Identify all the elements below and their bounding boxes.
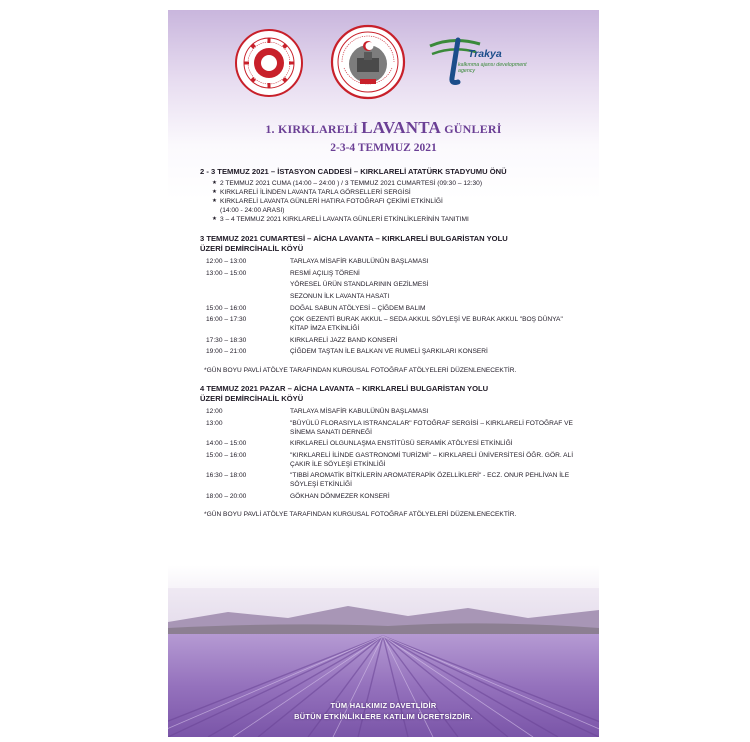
section-3-schedule [200,406,580,503]
schedule-row [206,335,580,347]
schedule-desc: KIRKLARELİ JAZZ BAND KONSERİ [290,336,398,344]
section-2-heading-line-1: 3 TEMMUZ 2021 CUMARTESİ – AİCHA LAVANTA – KIRKLARELİ BULGARİSTAN YOLU [200,234,508,243]
schedule-row [206,406,580,418]
schedule-desc: "BÜYÜLÜ FLORASIYLA ISTRANCALAR" FOTOĞRAF SERGİSİ – KIRKLARELİ FOTOĞRAF VE SİNEMA SANATI DERNEĞİ [290,419,573,436]
schedule-desc: DOĞAL SABUN ATÖLYESİ – ÇİĞDEM BALIM [290,304,426,312]
schedule-row [206,256,580,268]
schedule-row [206,302,580,314]
bullet-sub-note: (14:00 - 24:00 ARASI) [220,207,285,214]
schedule-desc: "KIRKLARELİ İLİNDE GASTRONOMİ TURİZMİ" – KIRKLARELİ ÜNİVERSİTESİ ÖĞR. GÖR. ALİ ÇAKIR İLE SÖYLEŞİ ETKİNLİĞİ [290,451,574,468]
schedule-time: 12:00 [206,408,223,416]
agency-name: Trakya [468,48,502,60]
schedule-time: 17:30 – 18:30 [206,336,247,344]
schedule-time: 16:30 – 18:00 [206,472,247,480]
schedule-desc: ÇOK GEZENTİ BURAK AKKUL – SEDA AKKUL SÖYLEŞİ VE BURAK AKKUL "BOŞ DÜNYA" KİTAP İMZA ETKİNLİĞİ [290,316,563,333]
schedule-time: 15:00 – 16:00 [206,451,247,459]
bullet-item: ★ KIRKLARELİ LAVANTA GÜNLERİ HATIRA FOTOĞRAFI ÇEKİMİ ETKİNLİĞİ [212,197,580,206]
section-2-heading-line-2: ÜZERİ DEMİRCİHALİL KÖYÜ [200,244,304,253]
schedule-desc: TARLAYA MİSAFİR KABULÜNÜN BAŞLAMASI [290,258,429,266]
governorship-seal-logo [330,24,406,100]
bullet-item: ★ KIRKLARELİ İLİNDEN LAVANTA TARLA GÖRSELLERİ SERGİSİ [212,188,580,197]
schedule-row [206,346,580,358]
section-1-heading: 2 - 3 TEMMUZ 2021 – İSTASYON CADDESİ – KIRKLARELİ ATATÜRK STADYUMU ÖNÜ [200,167,507,176]
schedule-row [206,268,580,280]
schedule-row [206,470,580,491]
schedule-time: 12:00 – 13:00 [206,258,247,266]
title-highlight: LAVANTA [361,118,442,137]
schedule-desc: SEZONUN İLK LAVANTA HASATI [290,293,390,301]
footer-line-2: BÜTÜN ETKİNLİKLERE KATILIM ÜCRETSİZDİR. [294,712,473,721]
section-3-heading-line-2: ÜZERİ DEMİRCİHALİL KÖYÜ [200,393,304,403]
schedule-desc: KIRKLARELİ OLGUNLAŞMA ENSTİTÜSÜ SERAMİK ATÖLYESİ ETKİNLİĞİ [290,440,513,448]
schedule-time: 16:00 – 17:30 [206,316,247,324]
poster-footer [168,700,599,722]
schedule-desc: "TIBBİ AROMATİK BİTKİLERİN AROMATERAPİK ÖZELLİKLERİ" - ECZ. ONUR PEHLİVAN İLE SÖYLEŞİ ETKİNLİĞİ [290,472,570,489]
schedule-row [206,291,580,303]
section-3-note: *GÜN BOYU PAVLİ ATÖLYE TARAFINDAN KURGUSAL FOTOĞRAF ATÖLYELERİ DÜZENLENECEKTİR. [204,511,517,519]
schedule-row [206,417,580,438]
section-1-bullets-last [212,215,580,224]
schedule-time: 13:00 – 15:00 [206,269,247,277]
section-2-schedule [200,256,580,358]
schedule-time [206,280,290,289]
ministry-seal-logo [234,28,304,98]
schedule-time: 13:00 [206,419,223,427]
title-prefix: 1. KIRKLARELİ [265,122,358,136]
bullet-item: ★ 2 TEMMUZ 2021 CUMA (14:00 – 24:00 ) / 3 TEMMUZ 2021 CUMARTESİ (09:30 – 12:30) [212,179,580,188]
schedule-desc: ÇİĞDEM TAŞTAN İLE BALKAN VE RUMELİ ŞARKILARI KONSERİ [290,348,488,356]
schedule-time [206,292,290,301]
event-poster [168,10,599,737]
title-suffix: GÜNLERİ [444,122,502,136]
title-dates: 2-3-4 TEMMUZ 2021 [330,142,437,154]
logo-strip [168,10,599,120]
schedule-desc: GÖKHAN DÖNMEZER KONSERİ [290,493,390,501]
development-agency-logo [428,32,538,92]
schedule-desc: YÖRESEL ÜRÜN STANDLARININ GEZİLMESİ [290,281,429,289]
schedule-row [206,450,580,471]
program-content [200,167,580,519]
agency-description: kalkınma ajansı development agency [458,62,527,74]
footer-line-1: TÜM HALKIMIZ DAVETLİDİR [330,701,437,710]
schedule-desc: RESMİ AÇILIŞ TÖRENİ [290,269,360,277]
title-line [168,118,599,138]
schedule-row [206,314,580,335]
poster-title [168,118,599,154]
schedule-desc: TARLAYA MİSAFİR KABULÜNÜN BAŞLAMASI [290,408,429,416]
schedule-row [206,279,580,291]
section-2-heading [200,234,580,254]
section-3-heading-line-1: 4 TEMMUZ 2021 PAZAR – AİCHA LAVANTA – KIRKLARELİ BULGARİSTAN YOLU [200,383,489,393]
schedule-time: 19:00 – 21:00 [206,348,247,356]
schedule-row [206,491,580,503]
section-3-heading [200,384,580,404]
schedule-time: 18:00 – 20:00 [206,493,247,501]
bullet-item: ★ 3 – 4 TEMMUZ 2021 KIRKLARELİ LAVANTA GÜNLERİ ETKİNLİKLERİNİN TANITIMI [212,215,580,224]
schedule-time: 15:00 – 16:00 [206,304,247,312]
section-2-note: *GÜN BOYU PAVLİ ATÖLYE TARAFINDAN KURGUSAL FOTOĞRAF ATÖLYELERİ DÜZENLENECEKTİR. [204,366,517,374]
schedule-time: 14:00 – 15:00 [206,440,247,448]
schedule-row [206,438,580,450]
section-1-bullets [212,179,580,206]
